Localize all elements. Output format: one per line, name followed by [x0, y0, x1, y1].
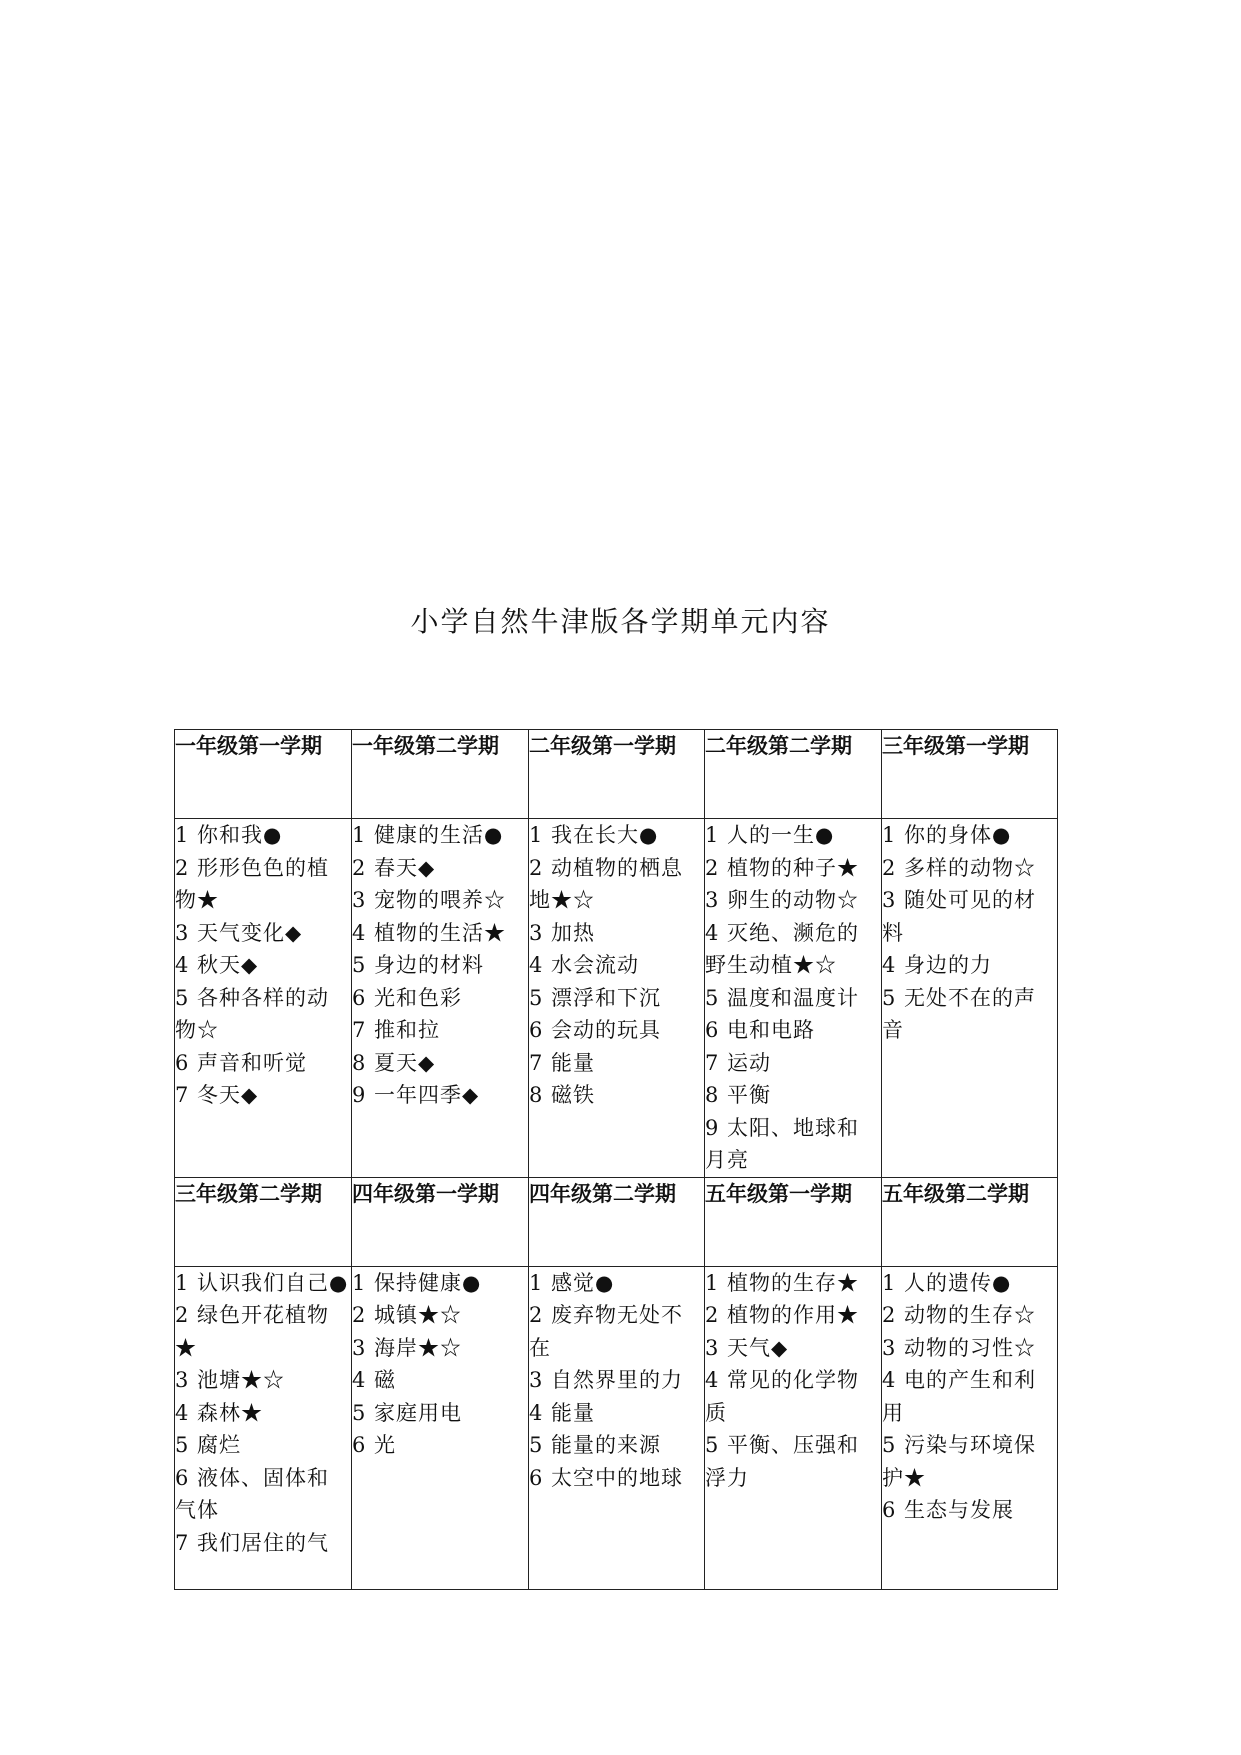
unit-item: 6 光 — [352, 1433, 397, 1457]
unit-item: 1 认识我们自己● — [175, 1270, 349, 1295]
unit-item: 4 能量 — [529, 1400, 596, 1425]
unit-item: 6 生态与发展 — [882, 1498, 1015, 1522]
unit-item: 2 春天◆ — [352, 855, 436, 880]
unit-item: 6 液体、固体和气体 — [175, 1465, 330, 1522]
unit-list — [882, 819, 1057, 1047]
semester-header: 五年级第一学期 — [705, 1177, 882, 1266]
header-row-1 — [175, 730, 1058, 819]
unit-cell — [175, 819, 352, 1178]
unit-item: 3 卵生的动物☆ — [705, 888, 860, 912]
unit-item: 1 健康的生活● — [352, 823, 504, 847]
unit-item: 8 夏天◆ — [352, 1050, 436, 1075]
unit-item: 5 能量的来源 — [529, 1433, 662, 1457]
unit-item: 3 池塘★☆ — [175, 1368, 286, 1392]
unit-item: 7 冬天◆ — [175, 1083, 259, 1107]
unit-item: 1 你和我● — [175, 823, 283, 847]
unit-item: 8 磁铁 — [529, 1083, 596, 1107]
semester-header: 三年级第二学期 — [175, 1177, 352, 1266]
unit-item: 5 各种各样的动物☆ — [175, 985, 330, 1042]
unit-item: 7 运动 — [705, 1050, 772, 1075]
unit-item: 6 光和色彩 — [352, 985, 463, 1010]
unit-item: 5 家庭用电 — [352, 1400, 463, 1425]
unit-item: 4 身边的力 — [882, 953, 993, 977]
semester-header: 三年级第一学期 — [882, 730, 1058, 819]
unit-item: 5 腐烂 — [175, 1433, 242, 1457]
unit-item: 1 人的一生● — [705, 823, 835, 847]
unit-cell — [352, 819, 529, 1178]
semester-header: 二年级第二学期 — [705, 730, 882, 819]
unit-item: 3 随处可见的材料 — [882, 888, 1037, 945]
unit-cell — [882, 819, 1058, 1178]
unit-list — [175, 1267, 351, 1560]
unit-item: 3 天气◆ — [705, 1335, 789, 1360]
unit-cell — [352, 1266, 529, 1589]
unit-item: 2 动物的生存☆ — [882, 1303, 1037, 1327]
unit-item: 2 形形色色的植物★ — [175, 855, 330, 912]
unit-item: 6 电和电路 — [705, 1018, 816, 1042]
unit-item: 3 加热 — [529, 920, 596, 945]
unit-cell — [705, 1266, 882, 1589]
unit-item: 8 平衡 — [705, 1083, 772, 1107]
unit-item: 7 我们居住的气 — [175, 1530, 330, 1555]
unit-item: 7 推和拉 — [352, 1018, 441, 1042]
unit-item: 3 自然界里的力 — [529, 1368, 684, 1392]
semester-units-table — [174, 729, 1058, 1590]
unit-list — [705, 1267, 881, 1495]
content-row-1 — [175, 819, 1058, 1178]
semester-header: 四年级第二学期 — [529, 1177, 705, 1266]
unit-item: 6 声音和听觉 — [175, 1050, 308, 1075]
unit-list — [705, 819, 881, 1177]
unit-item: 5 污染与环境保护★ — [882, 1433, 1037, 1490]
semester-header: 一年级第一学期 — [175, 730, 352, 819]
header-row-2 — [175, 1177, 1058, 1266]
unit-list — [529, 819, 704, 1112]
unit-item: 9 太阳、地球和月亮 — [705, 1115, 860, 1172]
unit-item: 3 海岸★☆ — [352, 1335, 463, 1360]
unit-item: 1 人的遗传● — [882, 1270, 1012, 1295]
unit-item: 2 植物的种子★ — [705, 855, 860, 880]
unit-item: 2 废弃物无处不在 — [529, 1303, 684, 1360]
unit-cell — [529, 819, 705, 1178]
unit-item: 5 温度和温度计 — [705, 985, 860, 1010]
unit-item: 3 天气变化◆ — [175, 920, 303, 945]
unit-item: 3 宠物的喂养☆ — [352, 888, 507, 912]
unit-list — [529, 1267, 704, 1495]
unit-item: 2 绿色开花植物★ — [175, 1303, 330, 1360]
unit-cell — [882, 1266, 1058, 1589]
unit-item: 2 多样的动物☆ — [882, 855, 1037, 880]
unit-item: 5 身边的材料 — [352, 953, 485, 977]
unit-item: 1 你的身体● — [882, 823, 1012, 847]
unit-item: 6 太空中的地球 — [529, 1465, 684, 1490]
unit-item: 4 水会流动 — [529, 953, 640, 977]
unit-item: 4 植物的生活★ — [352, 920, 507, 945]
unit-item: 7 能量 — [529, 1050, 596, 1075]
semester-header: 二年级第一学期 — [529, 730, 705, 819]
unit-list — [352, 819, 528, 1112]
unit-item: 9 一年四季◆ — [352, 1083, 480, 1107]
unit-item: 1 保持健康● — [352, 1270, 482, 1295]
unit-list — [882, 1267, 1057, 1527]
unit-item: 4 灭绝、濒危的野生动植★☆ — [705, 920, 860, 977]
content-row-2 — [175, 1266, 1058, 1589]
semester-header: 五年级第二学期 — [882, 1177, 1058, 1266]
unit-item: 2 动植物的栖息地★☆ — [529, 855, 684, 912]
unit-item: 4 秋天◆ — [175, 953, 259, 977]
semester-header: 一年级第二学期 — [352, 730, 529, 819]
unit-item: 2 植物的作用★ — [705, 1303, 860, 1327]
unit-list — [175, 819, 351, 1112]
unit-item: 6 会动的玩具 — [529, 1018, 662, 1042]
unit-item: 5 平衡、压强和浮力 — [705, 1433, 860, 1490]
page-title — [0, 605, 1241, 648]
unit-item: 5 无处不在的声音 — [882, 985, 1037, 1042]
unit-item: 1 植物的生存★ — [705, 1270, 860, 1295]
unit-cell — [705, 819, 882, 1178]
unit-item: 2 城镇★☆ — [352, 1303, 463, 1327]
unit-item: 4 磁 — [352, 1368, 397, 1392]
unit-cell — [529, 1266, 705, 1589]
unit-item: 5 漂浮和下沉 — [529, 985, 662, 1010]
unit-item: 4 森林★ — [175, 1400, 264, 1425]
page-title-text: 小学自然牛津版各学期单元内容 — [410, 605, 831, 638]
unit-item: 1 我在长大● — [529, 823, 659, 847]
semester-header: 四年级第一学期 — [352, 1177, 529, 1266]
unit-item: 4 电的产生和利用 — [882, 1368, 1037, 1425]
unit-list — [352, 1267, 528, 1462]
unit-cell — [175, 1266, 352, 1589]
unit-item: 3 动物的习性☆ — [882, 1335, 1037, 1360]
unit-item: 4 常见的化学物质 — [705, 1368, 860, 1425]
unit-item: 1 感觉● — [529, 1270, 615, 1295]
